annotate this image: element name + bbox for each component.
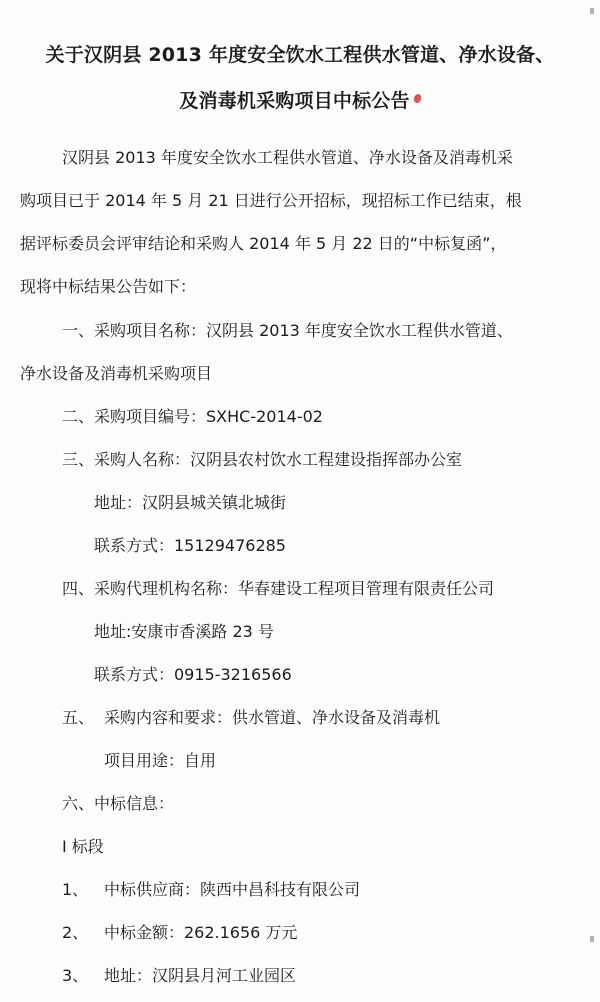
title-line-2-text: 及消毒机采购项目中标公告 [179, 90, 410, 112]
section-5-text: 采购内容和要求：供水管道、净水设备及消毒机 [104, 708, 441, 727]
intro-line-2: 购项目已于 2014 年 5 月 21 日进行公开招标，现招标工作已结束，根 [20, 191, 522, 210]
item-2-text: 中标金额：262.1656 万元 [104, 923, 298, 942]
title-line-2 [0, 86, 600, 113]
section-2: 二、采购项目编号：SXHC-2014-02 [62, 407, 323, 426]
section-4: 四、采购代理机构名称：华春建设工程项目管理有限责任公司 [62, 579, 495, 598]
intro-line-1: 汉阴县 2013 年度安全饮水工程供水管道、净水设备及消毒机采 [62, 148, 513, 167]
item-1-number: 1、 [62, 880, 89, 899]
section-3: 三、采购人名称：汉阴县农村饮水工程建设指挥部办公室 [62, 450, 463, 469]
scan-artifact-mark [590, 8, 594, 14]
section-1-line-1: 一、采购项目名称：汉阴县 2013 年度安全饮水工程供水管道、 [62, 321, 513, 340]
section-4-address: 地址:安康市香溪路 23 号 [94, 622, 274, 641]
section-5-number: 五、 [62, 708, 95, 727]
red-seal-mark-icon [412, 93, 422, 104]
title-line-1: 关于汉阴县 2013 年度安全饮水工程供水管道、净水设备、 [45, 44, 555, 66]
section-3-address: 地址：汉阴县城关镇北城街 [94, 493, 287, 512]
intro-line-3: 据评标委员会评审结论和采购人 2014 年 5 月 22 日的“中标复函”， [20, 234, 507, 253]
section-1-line-2: 净水设备及消毒机采购项目 [20, 364, 213, 383]
item-2-number: 2、 [62, 923, 89, 942]
item-1-text: 中标供应商：陕西中昌科技有限公司 [104, 880, 361, 899]
item-3-text: 地址：汉阴县月河工业园区 [104, 966, 297, 985]
intro-line-4: 现将中标结果公告如下： [20, 277, 197, 296]
item-3-number: 3、 [62, 966, 89, 985]
section-5-use: 项目用途：自用 [104, 751, 217, 770]
section-6: 六、中标信息： [62, 794, 175, 813]
section-4-contact: 联系方式：0915-3216566 [94, 665, 292, 684]
scan-artifact-mark [590, 936, 594, 942]
lot-heading: I 标段 [62, 837, 104, 856]
section-3-contact: 联系方式：15129476285 [94, 536, 286, 555]
